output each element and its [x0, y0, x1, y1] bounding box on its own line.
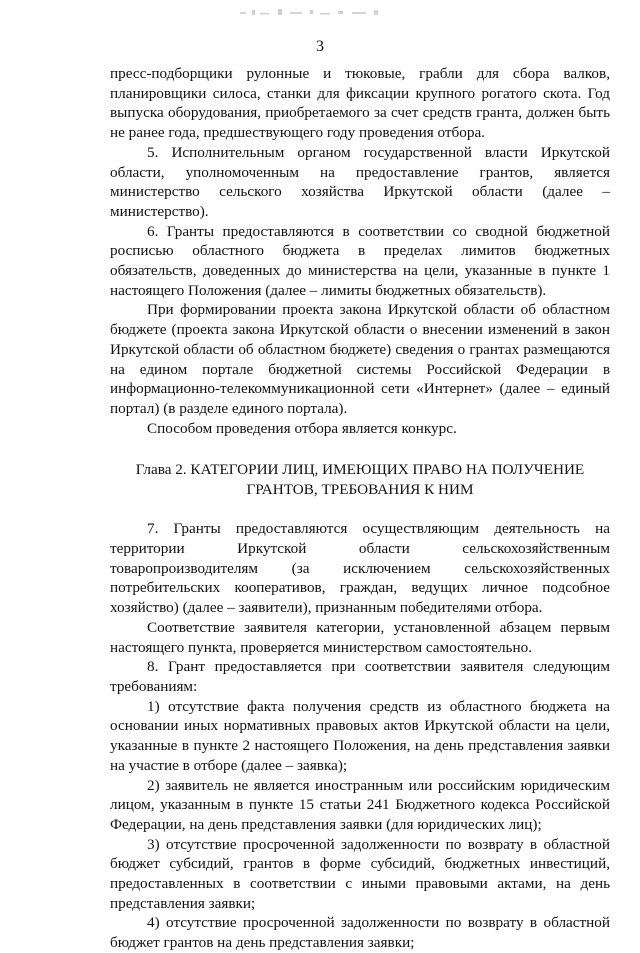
list-item: 2) заявитель не является иностранным или российским юридическим лицом, указанным в пункте 15 статьи 241 Бюджетного кодекса Российской Федерации, на день представления заявки (для юридических лиц);	[110, 776, 610, 833]
paragraph: 7. Гранты предоставляются осуществляющим деятельность на территории Иркутской области сельскохозяйственным товаропроизводителям (за исключением сельскохозяйственных потребительских кооперативов, граждан, ведущих личное подсобное хозяйство) (далее – заявители), признанным победителями отбора.	[110, 520, 610, 617]
paragraph: При формировании проекта закона Иркутской области об областном бюджете (проекта закона Иркутской области о внесении изменений в закон Иркутской области об областном бюджете) сведения о грантах размещаются на едином портале бюджетной системы Российской Федерации в информационно-телекоммуникационной сети «Интернет» (далее – единый портал) (в разделе единого портала).	[110, 301, 610, 417]
chapter-heading: Глава 2. КАТЕГОРИИ ЛИЦ, ИМЕЮЩИХ ПРАВО НА ПОЛУЧЕНИЕ ГРАНТОВ, ТРЕБОВАНИЯ К НИМ	[135, 461, 585, 499]
list-item: 1) отсутствие факта получения средств из областного бюджета на основании иных нормативных правовых актов Иркутской области на цели, указанные в пункте 2 настоящего Положения, на день представления заявки на участие в отборе (далее – заявка);	[110, 697, 610, 774]
list-item: 3) отсутствие просроченной задолженности по возврату в областной бюджет субсидий, грантов в форме субсидий, бюджетных инвестиций, предоставленных в соответствии с иными правовыми актами, на день представления заявки;	[110, 835, 610, 912]
paragraph: 8. Грант предоставляется при соответствии заявителя следующим требованиям:	[110, 658, 610, 695]
scan-artifact	[238, 6, 388, 20]
page-number: 3	[316, 38, 324, 55]
paragraph: Соответствие заявителя категории, установленной абзацем первым настоящего пункта, проверяется министерством самостоятельно.	[110, 618, 610, 656]
paragraph: Способом проведения отбора является конкурс.	[147, 419, 457, 437]
paragraph: 5. Исполнительным органом государственной власти Иркутской области, уполномоченным на предоставление грантов, является министерство сельского хозяйства Иркутской области (далее – министерство).	[110, 143, 610, 220]
document-body	[110, 64, 610, 953]
paragraph: пресс-подборщики рулонные и тюковые, грабли для сбора валков, планировщики силоса, станки для фиксации крупного рогатого скота. Год выпуска оборудования, приобретаемого за счет средств гранта, должен быть не ранее года, предшествующего году проведения отбора.	[110, 65, 610, 142]
list-item: 4) отсутствие просроченной задолженности по возврату в областной бюджет грантов на день представления заявки;	[110, 914, 610, 952]
paragraph: 6. Гранты предоставляются в соответствии со сводной бюджетной росписью областного бюджета в пределах лимитов бюджетных обязательств, доведенных до министерства на цели, указанные в пункте 1 настоящего Положения (далее – лимиты бюджетных обязательств).	[110, 222, 610, 299]
